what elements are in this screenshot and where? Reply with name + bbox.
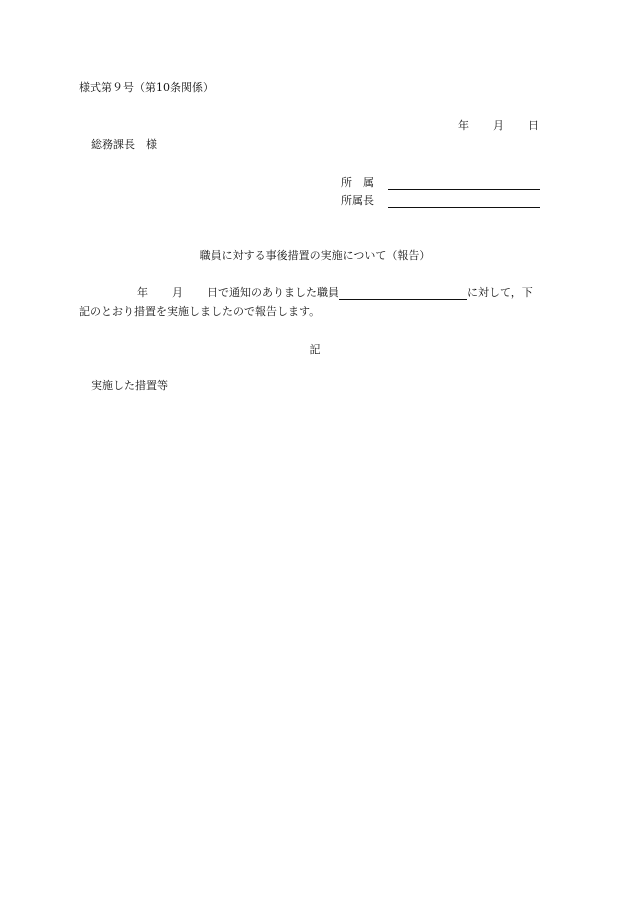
department-head-line [388, 207, 540, 208]
date-year: 年 [458, 119, 469, 132]
measures-label: 実施した措置等 [91, 379, 168, 392]
ki-heading: 記 [309, 343, 321, 356]
date-day: 日 [528, 119, 539, 132]
addressee: 総務課長 様 [91, 138, 157, 151]
department-label: 所 属 [341, 176, 374, 189]
body-line-1 [79, 286, 533, 300]
report-date [458, 119, 539, 133]
form-number: 様式第９号（第10条関係） [79, 81, 214, 94]
document-title: 職員に対する事後措置の実施について（報告） [199, 249, 431, 262]
body-month: 月 [172, 286, 183, 299]
body-line-2: 記のとおり措置を実施しましたので報告します。 [79, 305, 321, 318]
department-line [388, 189, 540, 190]
body-year: 年 [137, 286, 148, 299]
date-month: 月 [493, 119, 504, 132]
department-head-label: 所属長 [341, 194, 374, 207]
employee-name-blank [339, 287, 467, 300]
body-after-blank: に対して，下 [467, 286, 533, 299]
body-day-text: 日で通知のありました職員 [207, 286, 339, 299]
